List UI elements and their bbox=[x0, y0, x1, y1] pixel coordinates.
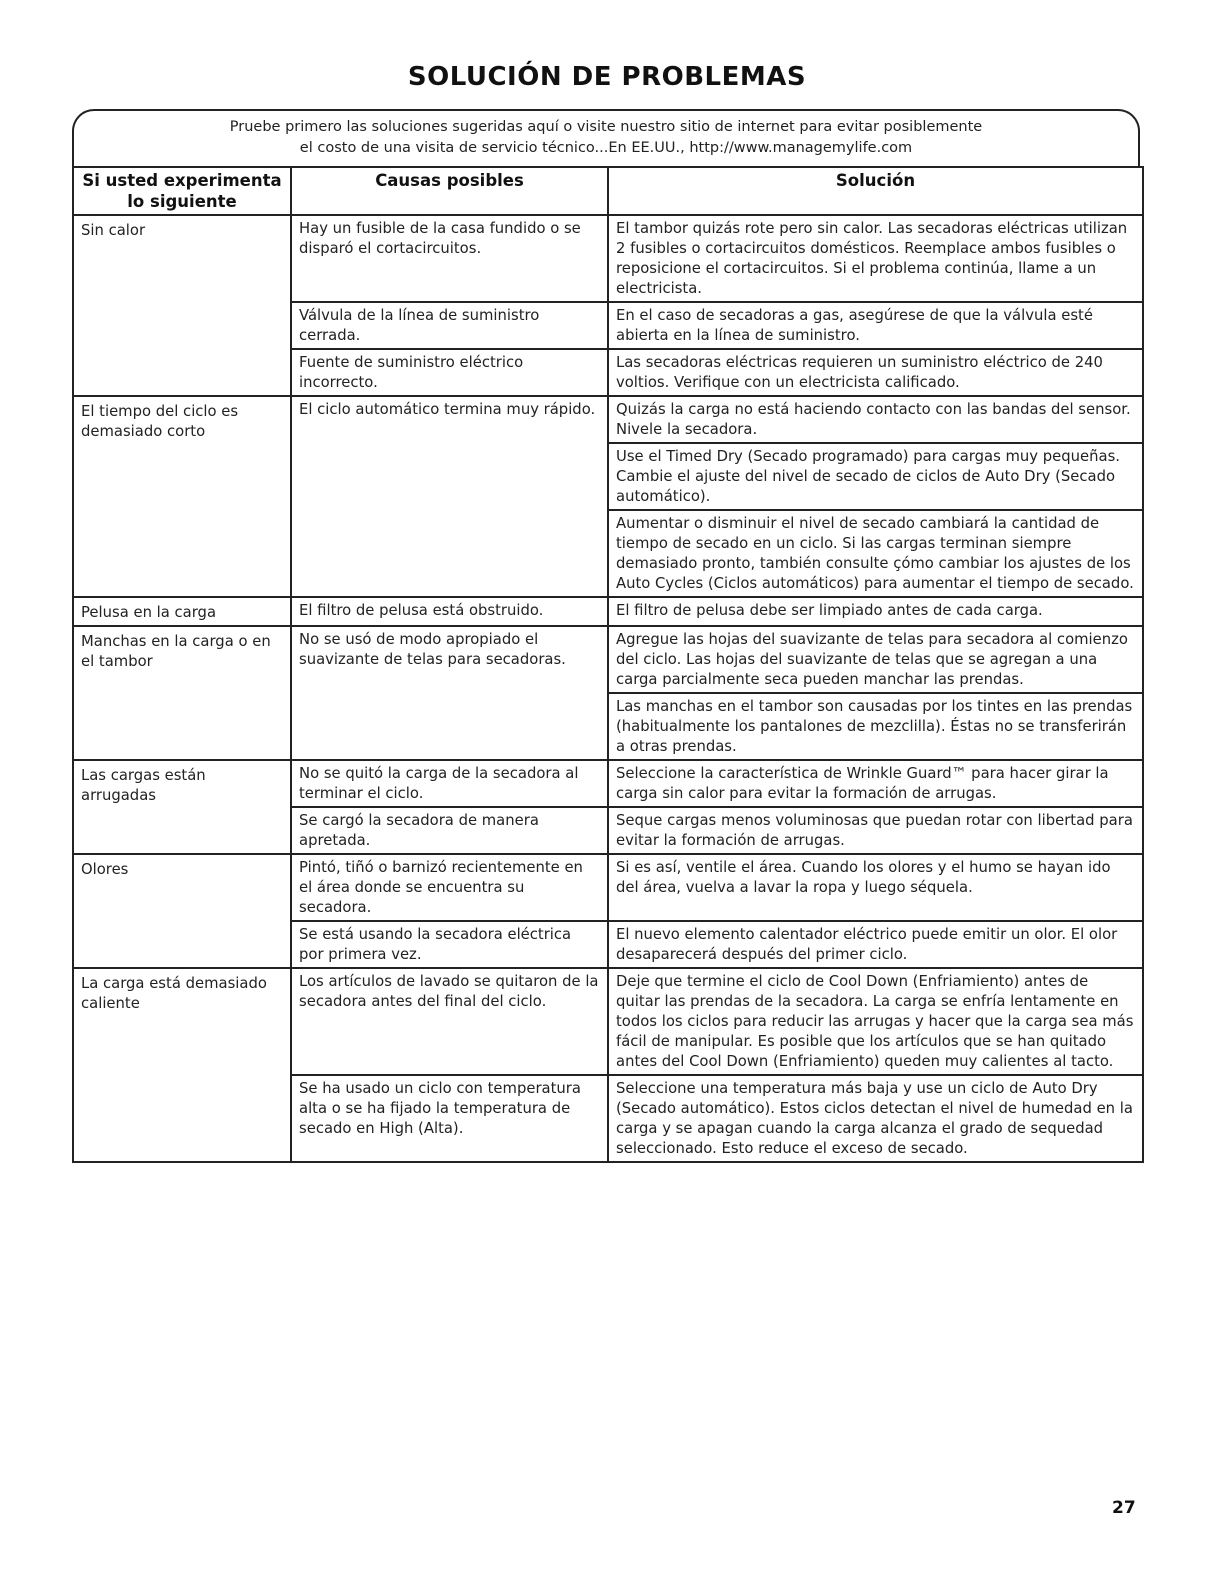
symptom-cell: El tiempo del ciclo es demasiado corto bbox=[73, 396, 291, 597]
table-row bbox=[73, 215, 1143, 302]
cause-cell: Se ha usado un ciclo con temperatura alta o se ha fijado la temperatura de secado en High (Alta). bbox=[291, 1075, 608, 1162]
solution-cell: En el caso de secadoras a gas, asegúrese de que la válvula esté abierta en la línea de suministro. bbox=[608, 302, 1143, 349]
cause-cell: Se está usando la secadora eléctrica por primera vez. bbox=[291, 921, 608, 968]
header-symptom-line-1: Si usted experimenta bbox=[82, 171, 282, 190]
table-row bbox=[73, 626, 1143, 693]
cause-cell: El ciclo automático termina muy rápido. bbox=[291, 396, 608, 597]
solution-cell: El nuevo elemento calentador eléctrico puede emitir un olor. El olor desaparecerá después del primer ciclo. bbox=[608, 921, 1143, 968]
solution-cell: El filtro de pelusa debe ser limpiado antes de cada carga. bbox=[608, 597, 1143, 626]
cause-cell: Hay un fusible de la casa fundido o se disparó el cortacircuitos. bbox=[291, 215, 608, 302]
header-solution: Solución bbox=[608, 167, 1143, 215]
solution-cell: Seleccione una temperatura más baja y use un ciclo de Auto Dry (Secado automático). Estos ciclos detectan el nivel de humedad en la carga y se apagan cuando la carga alcanza el grado de sequedad seleccionado. Esto reduce el exceso de secado. bbox=[608, 1075, 1143, 1162]
cause-cell: Fuente de suministro eléctrico incorrecto. bbox=[291, 349, 608, 396]
table-row bbox=[73, 597, 1143, 626]
symptom-cell: Sin calor bbox=[73, 215, 291, 396]
cause-cell: Válvula de la línea de suministro cerrada. bbox=[291, 302, 608, 349]
solution-cell: Deje que termine el ciclo de Cool Down (Enfriamiento) antes de quitar las prendas de la secadora. La carga se enfría lentamente en todos los ciclos para reducir las arrugas y hacer que la carga sea más fácil de manipular. Es posible que los artículos que se han quitado antes del Cool Down (Enfriamiento) queden muy calientes al tacto. bbox=[608, 968, 1143, 1075]
cause-cell: No se usó de modo apropiado el suavizante de telas para secadoras. bbox=[291, 626, 608, 760]
symptom-cell: Las cargas están arrugadas bbox=[73, 760, 291, 854]
solution-cell: Agregue las hojas del suavizante de telas para secadora al comienzo del ciclo. Las hojas del suavizante de telas que se agregan a una carga parcialmente seca pueden manchar las prendas. bbox=[608, 626, 1143, 693]
cause-cell: Pintó, tiñó o barnizó recientemente en el área donde se encuentra su secadora. bbox=[291, 854, 608, 921]
troubleshooting-table bbox=[72, 166, 1144, 1163]
solution-cell: Si es así, ventile el área. Cuando los olores y el humo se hayan ido del área, vuelva a lavar la ropa y luego séquela. bbox=[608, 854, 1143, 921]
solution-cell: Seque cargas menos voluminosas que puedan rotar con libertad para evitar la formación de arrugas. bbox=[608, 807, 1143, 854]
symptom-cell: Manchas en la carga o en el tambor bbox=[73, 626, 291, 760]
header-causes: Causas posibles bbox=[291, 167, 608, 215]
symptom-cell: Olores bbox=[73, 854, 291, 968]
table-row bbox=[73, 854, 1143, 921]
header-symptom-line-2: lo siguiente bbox=[127, 192, 237, 211]
page-number: 27 bbox=[1112, 1498, 1136, 1518]
intro-text bbox=[72, 117, 1140, 159]
solution-cell: Quizás la carga no está haciendo contacto con las bandas del sensor. Nivele la secadora. bbox=[608, 396, 1143, 443]
intro-line-1: Pruebe primero las soluciones sugeridas aquí o visite nuestro sitio de internet para evitar posiblemente bbox=[229, 119, 983, 135]
cause-cell: Se cargó la secadora de manera apretada. bbox=[291, 807, 608, 854]
solution-cell: Aumentar o disminuir el nivel de secado cambiará la cantidad de tiempo de secado en un ciclo. Si las cargas terminan siempre demasiado pronto, también consulte çómo cambiar los ajustes de los Auto Cycles (Ciclos automáticos) para aumentar el tiempo de secado. bbox=[608, 510, 1143, 597]
solution-cell: El tambor quizás rote pero sin calor. Las secadoras eléctricas utilizan 2 fusibles o cortacircuitos domésticos. Reemplace ambos fusibles o reposicione el cortacircuitos. Si el problema continúa, llame a un electricista. bbox=[608, 215, 1143, 302]
header-symptom bbox=[73, 167, 291, 215]
cause-cell: El filtro de pelusa está obstruido. bbox=[291, 597, 608, 626]
intro-line-2: el costo de una visita de servicio técnico...En EE.UU., http://www.managemylife.com bbox=[299, 140, 913, 156]
solution-cell: Seleccione la característica de Wrinkle Guard™ para hacer girar la carga sin calor para evitar la formación de arrugas. bbox=[608, 760, 1143, 807]
solution-cell: Las secadoras eléctricas requieren un suministro eléctrico de 240 voltios. Verifique con un electricista calificado. bbox=[608, 349, 1143, 396]
symptom-cell: La carga está demasiado caliente bbox=[73, 968, 291, 1162]
solution-cell: Use el Timed Dry (Secado programado) para cargas muy pequeñas. Cambie el ajuste del nivel de secado de ciclos de Auto Dry (Secado automático). bbox=[608, 443, 1143, 510]
solution-cell: Las manchas en el tambor son causadas por los tintes en las prendas (habitualmente los pantalones de mezclilla). Éstas no se transferirán a otras prendas. bbox=[608, 693, 1143, 760]
cause-cell: Los artículos de lavado se quitaron de la secadora antes del final del ciclo. bbox=[291, 968, 608, 1075]
table-row bbox=[73, 396, 1143, 443]
table-header-row bbox=[73, 167, 1143, 215]
table-row bbox=[73, 760, 1143, 807]
table-row bbox=[73, 968, 1143, 1075]
symptom-cell: Pelusa en la carga bbox=[73, 597, 291, 626]
page-title: SOLUCIÓN DE PROBLEMAS bbox=[407, 62, 807, 92]
cause-cell: No se quitó la carga de la secadora al terminar el ciclo. bbox=[291, 760, 608, 807]
